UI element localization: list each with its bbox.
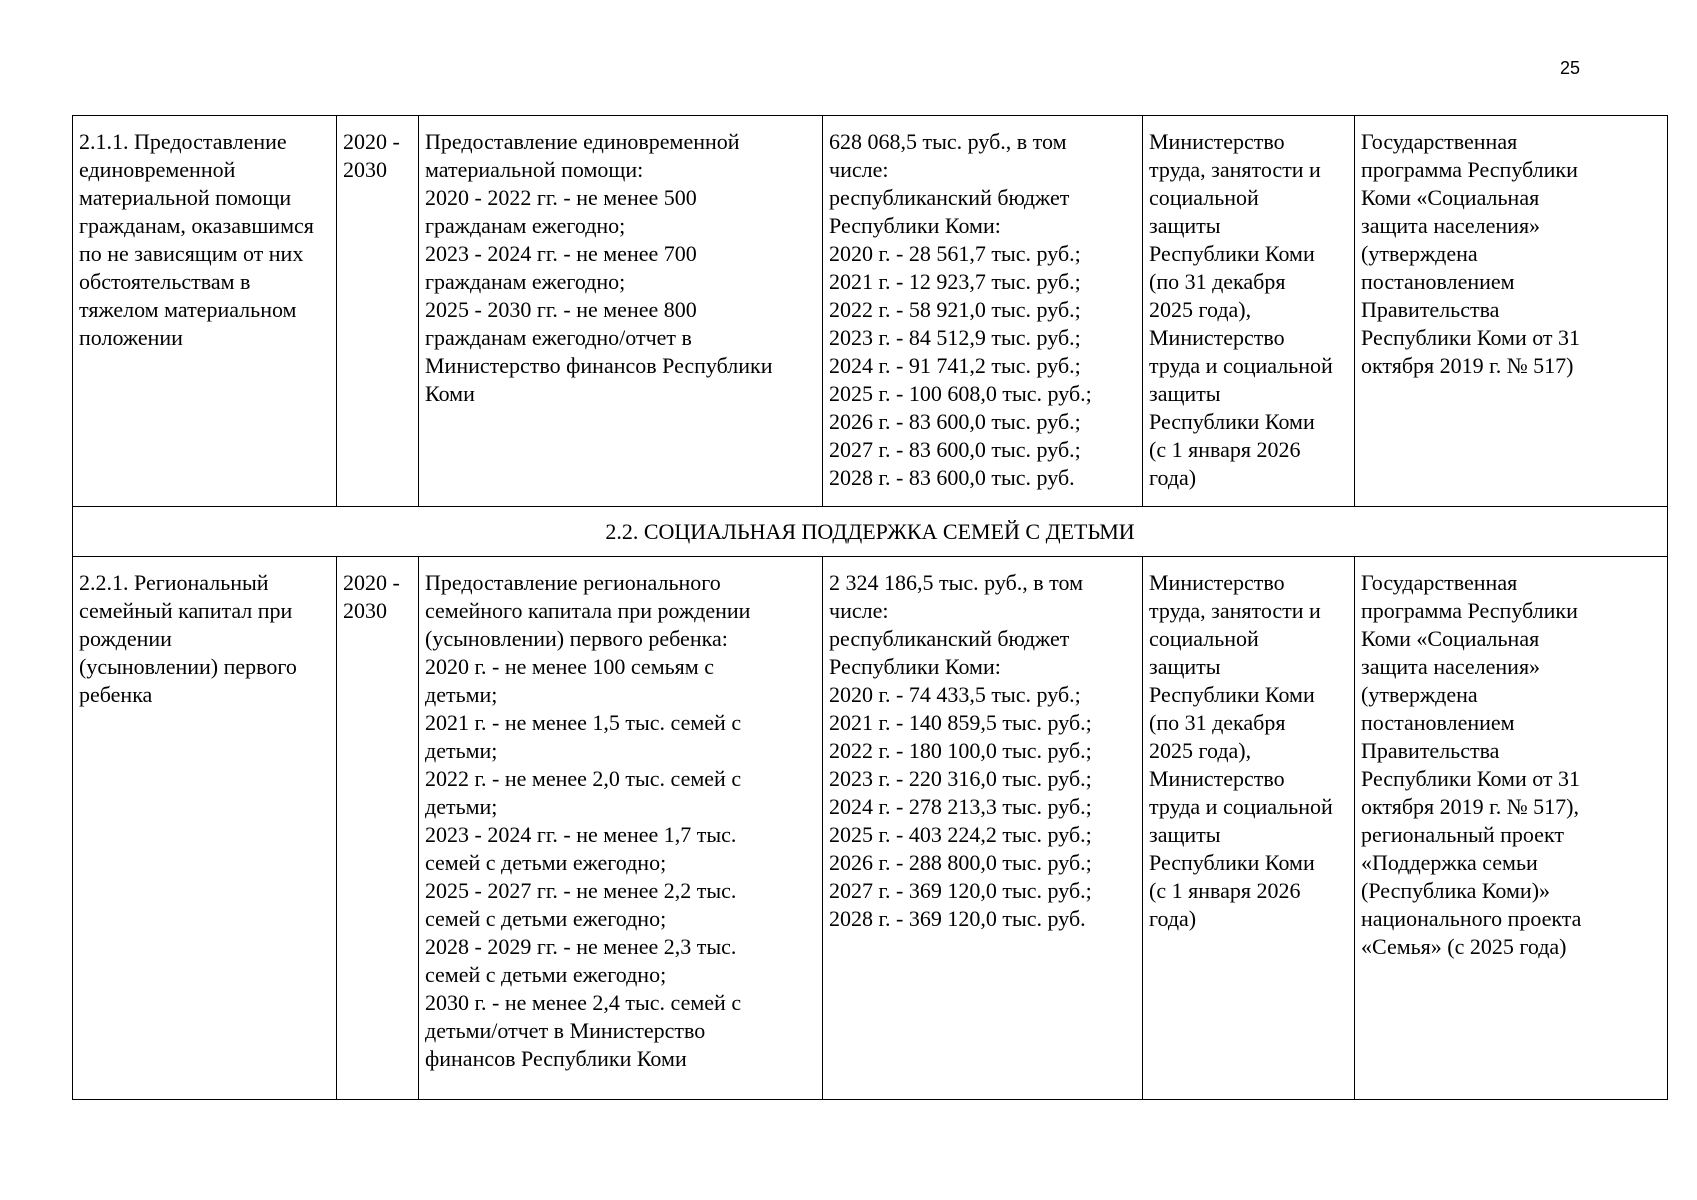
text-line: семей с детьми ежегодно; bbox=[425, 906, 667, 931]
text-line: года) bbox=[1149, 906, 1197, 931]
text-line: по не зависящим от них bbox=[79, 241, 304, 266]
text-line: постановлением bbox=[1361, 710, 1515, 735]
text-line: 2023 г. - 84 512,9 тыс. руб.; bbox=[829, 325, 1081, 350]
text-line: Правительства bbox=[1361, 297, 1500, 322]
text-line: Правительства bbox=[1361, 738, 1500, 763]
text-line: 2026 г. - 83 600,0 тыс. руб.; bbox=[829, 409, 1081, 434]
text-line: Коми bbox=[425, 381, 475, 406]
text-line: единовременной bbox=[79, 157, 236, 182]
text-line: гражданам ежегодно; bbox=[425, 213, 626, 238]
text-line: гражданам, оказавшимся bbox=[79, 213, 314, 238]
text-line: труда, занятости и bbox=[1149, 157, 1321, 182]
section-heading: 2.2. СОЦИАЛЬНАЯ ПОДДЕРЖКА СЕМЕЙ С ДЕТЬМИ bbox=[73, 507, 1668, 557]
text-line: 2025 г. - 403 224,2 тыс. руб.; bbox=[829, 822, 1092, 847]
text-line: 2026 г. - 288 800,0 тыс. руб.; bbox=[829, 850, 1092, 875]
text-line: 2030 г. - не менее 2,4 тыс. семей с bbox=[425, 990, 742, 1015]
text-line: 2020 - bbox=[343, 129, 400, 154]
text-line: труда и социальной bbox=[1149, 353, 1333, 378]
text-line: Республики Коми от 31 bbox=[1361, 766, 1581, 791]
text-line: социальной bbox=[1149, 626, 1259, 651]
result-cell bbox=[419, 557, 823, 1100]
text-line: 2025 года), bbox=[1149, 297, 1252, 322]
text-line: Коми «Социальная bbox=[1361, 626, 1540, 651]
text-line: обстоятельствам в bbox=[79, 269, 251, 294]
text-line: труда и социальной bbox=[1149, 794, 1333, 819]
table-row bbox=[73, 116, 1668, 507]
text-line: 2025 г. - 100 608,0 тыс. руб.; bbox=[829, 381, 1092, 406]
text-line: 2022 г. - 58 921,0 тыс. руб.; bbox=[829, 297, 1081, 322]
text-line: программа Республики bbox=[1361, 157, 1578, 182]
program-cell bbox=[1355, 557, 1668, 1100]
text-line: числе: bbox=[829, 157, 889, 182]
executor-cell bbox=[1143, 116, 1355, 507]
text-line: Республики Коми bbox=[1149, 241, 1315, 266]
text-line: 2021 г. - не менее 1,5 тыс. семей с bbox=[425, 710, 742, 735]
text-line: 2028 г. - 83 600,0 тыс. руб. bbox=[829, 465, 1075, 490]
text-line: 2028 - 2029 гг. - не менее 2,3 тыс. bbox=[425, 934, 737, 959]
text-line: 2020 г. - не менее 100 семьям с bbox=[425, 654, 714, 679]
section-heading-row bbox=[73, 507, 1668, 557]
text-line: семей с детьми ежегодно; bbox=[425, 850, 667, 875]
text-line: Министерство финансов Республики bbox=[425, 353, 773, 378]
text-line: (Республика Коми)» bbox=[1361, 878, 1551, 903]
text-line: социальной bbox=[1149, 185, 1259, 210]
text-line: 2030 bbox=[343, 598, 387, 623]
measure-name-cell bbox=[73, 557, 337, 1100]
text-line: Министерство bbox=[1149, 129, 1285, 154]
text-line: (усыновлении) первого ребенка: bbox=[425, 626, 728, 651]
measure-name-cell bbox=[73, 116, 337, 507]
funding-cell bbox=[823, 557, 1143, 1100]
text-line: республиканский бюджет bbox=[829, 185, 1070, 210]
text-line: ребенка bbox=[79, 682, 153, 707]
text-line: 2020 г. - 28 561,7 тыс. руб.; bbox=[829, 241, 1081, 266]
text-line: Предоставление регионального bbox=[425, 570, 721, 595]
text-line: региональный проект bbox=[1361, 822, 1564, 847]
text-line: (по 31 декабря bbox=[1149, 710, 1286, 735]
text-line: детьми; bbox=[425, 682, 498, 707]
text-line: 2022 г. - не менее 2,0 тыс. семей с bbox=[425, 766, 742, 791]
text-line: защиты bbox=[1149, 822, 1221, 847]
text-line: положении bbox=[79, 325, 183, 350]
text-line: Республики Коми bbox=[1149, 409, 1315, 434]
text-line: Государственная bbox=[1361, 570, 1518, 595]
text-line: 2030 bbox=[343, 157, 387, 182]
text-line: «Семья» (с 2025 года) bbox=[1361, 934, 1567, 959]
text-line: 2021 г. - 140 859,5 тыс. руб.; bbox=[829, 710, 1092, 735]
text-line: 2022 г. - 180 100,0 тыс. руб.; bbox=[829, 738, 1092, 763]
text-line: постановлением bbox=[1361, 269, 1515, 294]
text-line: детьми; bbox=[425, 738, 498, 763]
text-line: финансов Республики Коми bbox=[425, 1046, 687, 1071]
text-line: семей с детьми ежегодно; bbox=[425, 962, 667, 987]
text-line: 2025 года), bbox=[1149, 738, 1252, 763]
page-number: 25 bbox=[1560, 58, 1581, 78]
period-cell bbox=[337, 557, 419, 1100]
text-line: программа Республики bbox=[1361, 598, 1578, 623]
text-line: тяжелом материальном bbox=[79, 297, 297, 322]
text-line: рождении bbox=[79, 626, 172, 651]
text-line: Республики Коми от 31 bbox=[1361, 325, 1581, 350]
text-line: (утверждена bbox=[1361, 682, 1478, 707]
text-line: детьми/отчет в Министерство bbox=[425, 1018, 706, 1043]
text-line: 2027 г. - 369 120,0 тыс. руб.; bbox=[829, 878, 1092, 903]
text-line: 2024 г. - 278 213,3 тыс. руб.; bbox=[829, 794, 1092, 819]
text-line: Коми «Социальная bbox=[1361, 185, 1540, 210]
text-line: 2020 - bbox=[343, 570, 400, 595]
text-line: Республики Коми: bbox=[829, 213, 1001, 238]
period-cell bbox=[337, 116, 419, 507]
text-line: 2020 - 2022 гг. - не менее 500 bbox=[425, 185, 697, 210]
text-line: семейного капитала при рождении bbox=[425, 598, 751, 623]
text-line: числе: bbox=[829, 598, 889, 623]
text-line: 2 324 186,5 тыс. руб., в том bbox=[829, 570, 1083, 595]
text-line: защиты bbox=[1149, 381, 1221, 406]
text-line: гражданам ежегодно; bbox=[425, 269, 626, 294]
text-line: (утверждена bbox=[1361, 241, 1478, 266]
text-line: Предоставление единовременной bbox=[425, 129, 740, 154]
program-cell bbox=[1355, 116, 1668, 507]
text-line: Республики Коми: bbox=[829, 654, 1001, 679]
text-line: Министерство bbox=[1149, 325, 1285, 350]
measures-table bbox=[72, 115, 1668, 1100]
text-line: 2028 г. - 369 120,0 тыс. руб. bbox=[829, 906, 1086, 931]
text-line: 2023 - 2024 гг. - не менее 700 bbox=[425, 241, 697, 266]
text-line: защита населения» bbox=[1361, 213, 1541, 238]
text-line: (с 1 января 2026 bbox=[1149, 437, 1301, 462]
text-line: 2.1.1. Предоставление bbox=[79, 129, 287, 154]
text-line: «Поддержка семьи bbox=[1361, 850, 1538, 875]
text-line: Министерство bbox=[1149, 570, 1285, 595]
text-line: 2020 г. - 74 433,5 тыс. руб.; bbox=[829, 682, 1081, 707]
text-line: материальной помощи: bbox=[425, 157, 644, 182]
text-line: (с 1 января 2026 bbox=[1149, 878, 1301, 903]
text-line: гражданам ежегодно/отчет в bbox=[425, 325, 692, 350]
text-line: (усыновлении) первого bbox=[79, 654, 297, 679]
text-line: труда, занятости и bbox=[1149, 598, 1321, 623]
text-line: года) bbox=[1149, 465, 1197, 490]
text-line: 2027 г. - 83 600,0 тыс. руб.; bbox=[829, 437, 1081, 462]
text-line: республиканский бюджет bbox=[829, 626, 1070, 651]
text-line: 2021 г. - 12 923,7 тыс. руб.; bbox=[829, 269, 1081, 294]
funding-cell bbox=[823, 116, 1143, 507]
text-line: Республики Коми bbox=[1149, 850, 1315, 875]
text-line: октября 2019 г. № 517) bbox=[1361, 353, 1574, 378]
text-line: 2024 г. - 91 741,2 тыс. руб.; bbox=[829, 353, 1081, 378]
text-line: 2025 - 2030 гг. - не менее 800 bbox=[425, 297, 697, 322]
text-line: 2.2.1. Региональный bbox=[79, 570, 269, 595]
result-cell bbox=[419, 116, 823, 507]
text-line: 2023 г. - 220 316,0 тыс. руб.; bbox=[829, 766, 1092, 791]
text-line: детьми; bbox=[425, 794, 498, 819]
text-line: защиты bbox=[1149, 213, 1221, 238]
text-line: Министерство bbox=[1149, 766, 1285, 791]
text-line: 628 068,5 тыс. руб., в том bbox=[829, 129, 1067, 154]
text-line: (по 31 декабря bbox=[1149, 269, 1286, 294]
table-row bbox=[73, 557, 1668, 1100]
text-line: материальной помощи bbox=[79, 185, 292, 210]
text-line: защита населения» bbox=[1361, 654, 1541, 679]
executor-cell bbox=[1143, 557, 1355, 1100]
text-line: октября 2019 г. № 517), bbox=[1361, 794, 1580, 819]
text-line: Республики Коми bbox=[1149, 682, 1315, 707]
text-line: 2023 - 2024 гг. - не менее 1,7 тыс. bbox=[425, 822, 737, 847]
text-line: Государственная bbox=[1361, 129, 1518, 154]
text-line: семейный капитал при bbox=[79, 598, 293, 623]
text-line: национального проекта bbox=[1361, 906, 1582, 931]
text-line: защиты bbox=[1149, 654, 1221, 679]
text-line: 2025 - 2027 гг. - не менее 2,2 тыс. bbox=[425, 878, 737, 903]
